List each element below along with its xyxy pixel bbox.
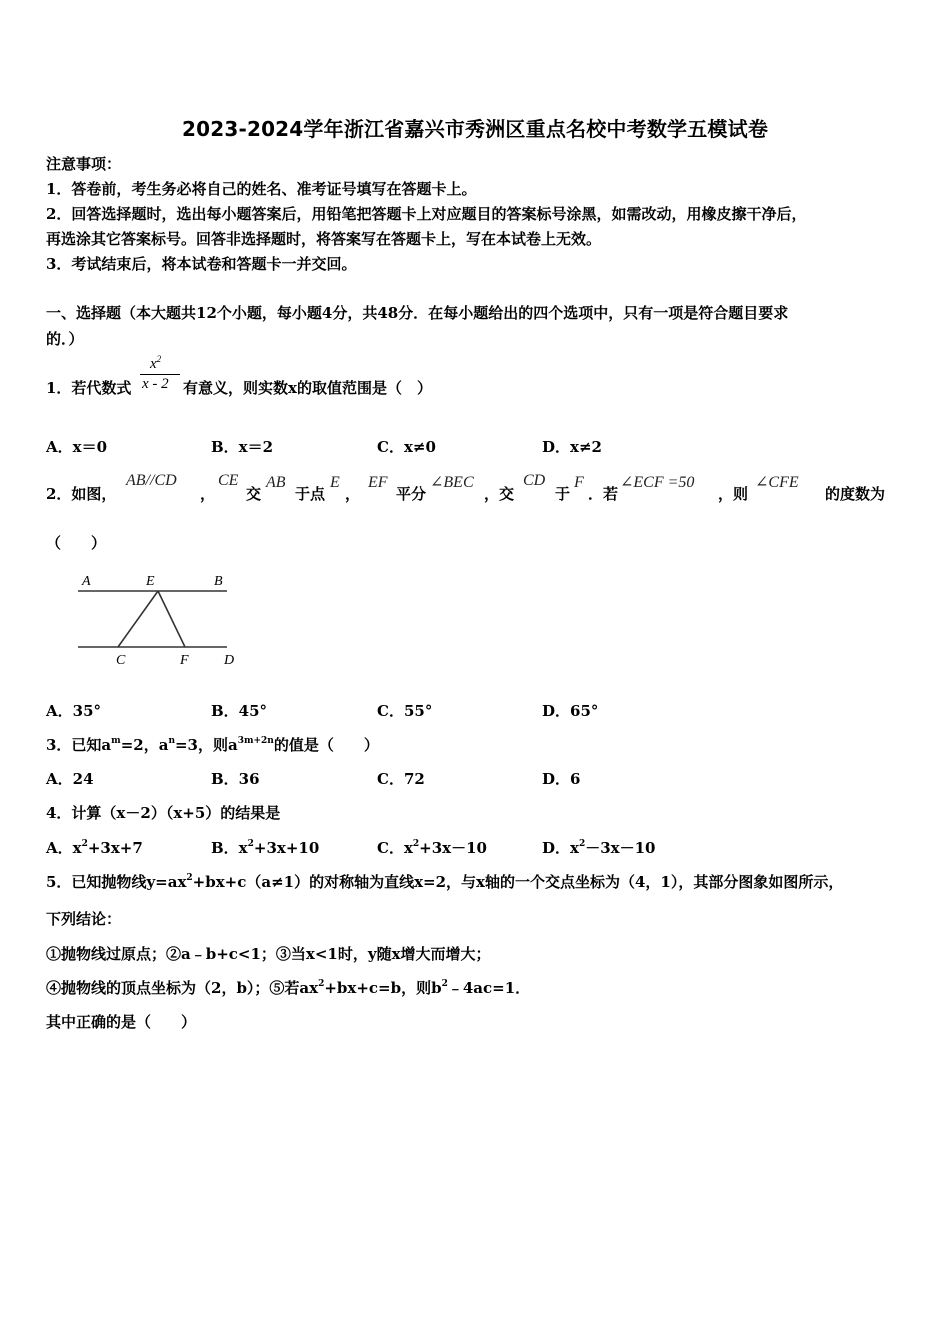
- q5-conclusions-line: ④抛物线的顶点坐标为（2，b）；⑤若$ax^2+bx+c=b$，则$b^2﹣4ac=1$．: [46, 979, 531, 997]
- notice-item: 3．考试结束后，将本试卷和答题卡一并交回。: [46, 255, 357, 273]
- q2-text: 的度数为: [825, 485, 886, 503]
- q2-text: ，: [200, 485, 216, 503]
- q2-option-d: D．65°: [542, 702, 599, 720]
- q5-stem: 5．已知抛物线$y=ax^2+bx+c(a\ne 1)$的对称轴为直线x=2，与x轴的一个交点坐标为（4，1），其部分图象如图所示，: [46, 873, 844, 891]
- point-label-e: E: [146, 574, 155, 589]
- q3-option-d: D．6: [542, 770, 581, 788]
- q1-option-a: A．x＝0: [46, 438, 108, 456]
- q3-option-b: B．36: [211, 770, 260, 788]
- q2-option-a: A．35°: [46, 702, 102, 720]
- q3-option-a: A．24: [46, 770, 94, 788]
- q1-frac-numerator: $x^2$: [150, 354, 162, 372]
- q1-suffix: 有意义，则实数x的取值范围是（ ）: [183, 379, 432, 397]
- q2-math-ef: EF: [368, 474, 388, 491]
- point-label-d: D: [224, 653, 235, 668]
- q4-option-b: B．$x^2+3x+10$: [211, 839, 320, 857]
- q3-stem: 3．已知$a^m=2$，$a^n=3$，则$a^{3m+2n}$的值是（ ）: [46, 736, 379, 754]
- q2-option-c: C．55°: [377, 702, 433, 720]
- q2-option-b: B．45°: [211, 702, 268, 720]
- section-heading: 一、选择题（本大题共12个小题，每小题4分，共48分．在每小题给出的四个选项中，只有一项是符合题目要求: [46, 304, 789, 322]
- q2-math-parallel: AB//CD: [126, 472, 177, 489]
- q2-math-e: E: [330, 474, 340, 491]
- q2-math-ab: AB: [266, 474, 286, 491]
- q2-answer-paren: （ ）: [46, 534, 107, 552]
- q2-math-angle-ecf: ∠ECF =50: [620, 474, 695, 491]
- q2-text: ，则: [718, 485, 749, 503]
- q4-option-a: A．$x^2+3x+7$: [46, 839, 143, 857]
- q5-conclusions-heading: 下列结论：: [46, 910, 122, 928]
- q2-text: ．若: [588, 485, 619, 503]
- q4-stem: 4．计算（x－2）（x+5）的结果是: [46, 804, 281, 822]
- q2-math-ce: CE: [218, 472, 239, 489]
- q2-text: 平分: [396, 485, 427, 503]
- q2-text: ，交: [484, 485, 515, 503]
- q5-conclusions-line: ①抛物线过原点；②a﹣b+c<1；③当x<1时，y随x增大而增大；: [46, 945, 491, 963]
- q2-math-angle-bec: ∠BEC: [430, 474, 474, 491]
- q4-option-d: D．$x^2-3x-10$: [542, 839, 656, 857]
- q2-text: 于点: [295, 485, 326, 503]
- point-label-b: B: [214, 574, 223, 589]
- q1-prefix: 1．若代数式: [46, 379, 132, 397]
- segment-ef: [158, 591, 185, 647]
- section-heading-cont: 的．）: [46, 330, 84, 348]
- q2-math-f: F: [574, 474, 584, 491]
- q2-text: 交: [246, 485, 262, 503]
- segment-ec: [118, 591, 158, 647]
- q1-option-b: B．x＝2: [211, 438, 274, 456]
- q1-frac-denominator: x - 2: [142, 376, 169, 392]
- q2-text: ，: [345, 485, 361, 503]
- q2-prefix: 2．如图，: [46, 485, 117, 503]
- q1-frac-bar: [140, 374, 180, 375]
- q2-math-angle-cfe: ∠CFE: [755, 474, 799, 491]
- point-label-a: A: [82, 574, 91, 589]
- point-label-f: F: [180, 653, 189, 668]
- q2-math-cd: CD: [523, 472, 546, 489]
- page-title: 2023-2024学年浙江省嘉兴市秀洲区重点名校中考数学五模试卷: [181, 117, 769, 141]
- notice-heading: 注意事项：: [46, 155, 122, 173]
- q3-option-c: C．72: [377, 770, 425, 788]
- q5-question: 其中正确的是（ ）: [46, 1013, 197, 1031]
- q1-option-d: D．x≠2: [542, 438, 602, 456]
- notice-item: 再选涂其它答案标号。回答非选择题时，将答案写在答题卡上，写在本试卷上无效。: [46, 230, 602, 248]
- notice-item: 2．回答选择题时，选出每小题答案后，用铅笔把答题卡上对应题目的答案标号涂黑，如需改动，用橡皮擦干净后，: [46, 205, 807, 223]
- q2-figure: [74, 566, 244, 672]
- q1-fraction: [140, 354, 182, 400]
- notice-item: 1．答卷前，考生务必将自己的姓名、准考证号填写在答题卡上。: [46, 180, 477, 198]
- q4-option-c: C．$x^2+3x-10$: [377, 839, 487, 857]
- q2-text: 于: [555, 485, 571, 503]
- point-label-c: C: [116, 653, 126, 668]
- q1-option-c: C．x≠0: [377, 438, 436, 456]
